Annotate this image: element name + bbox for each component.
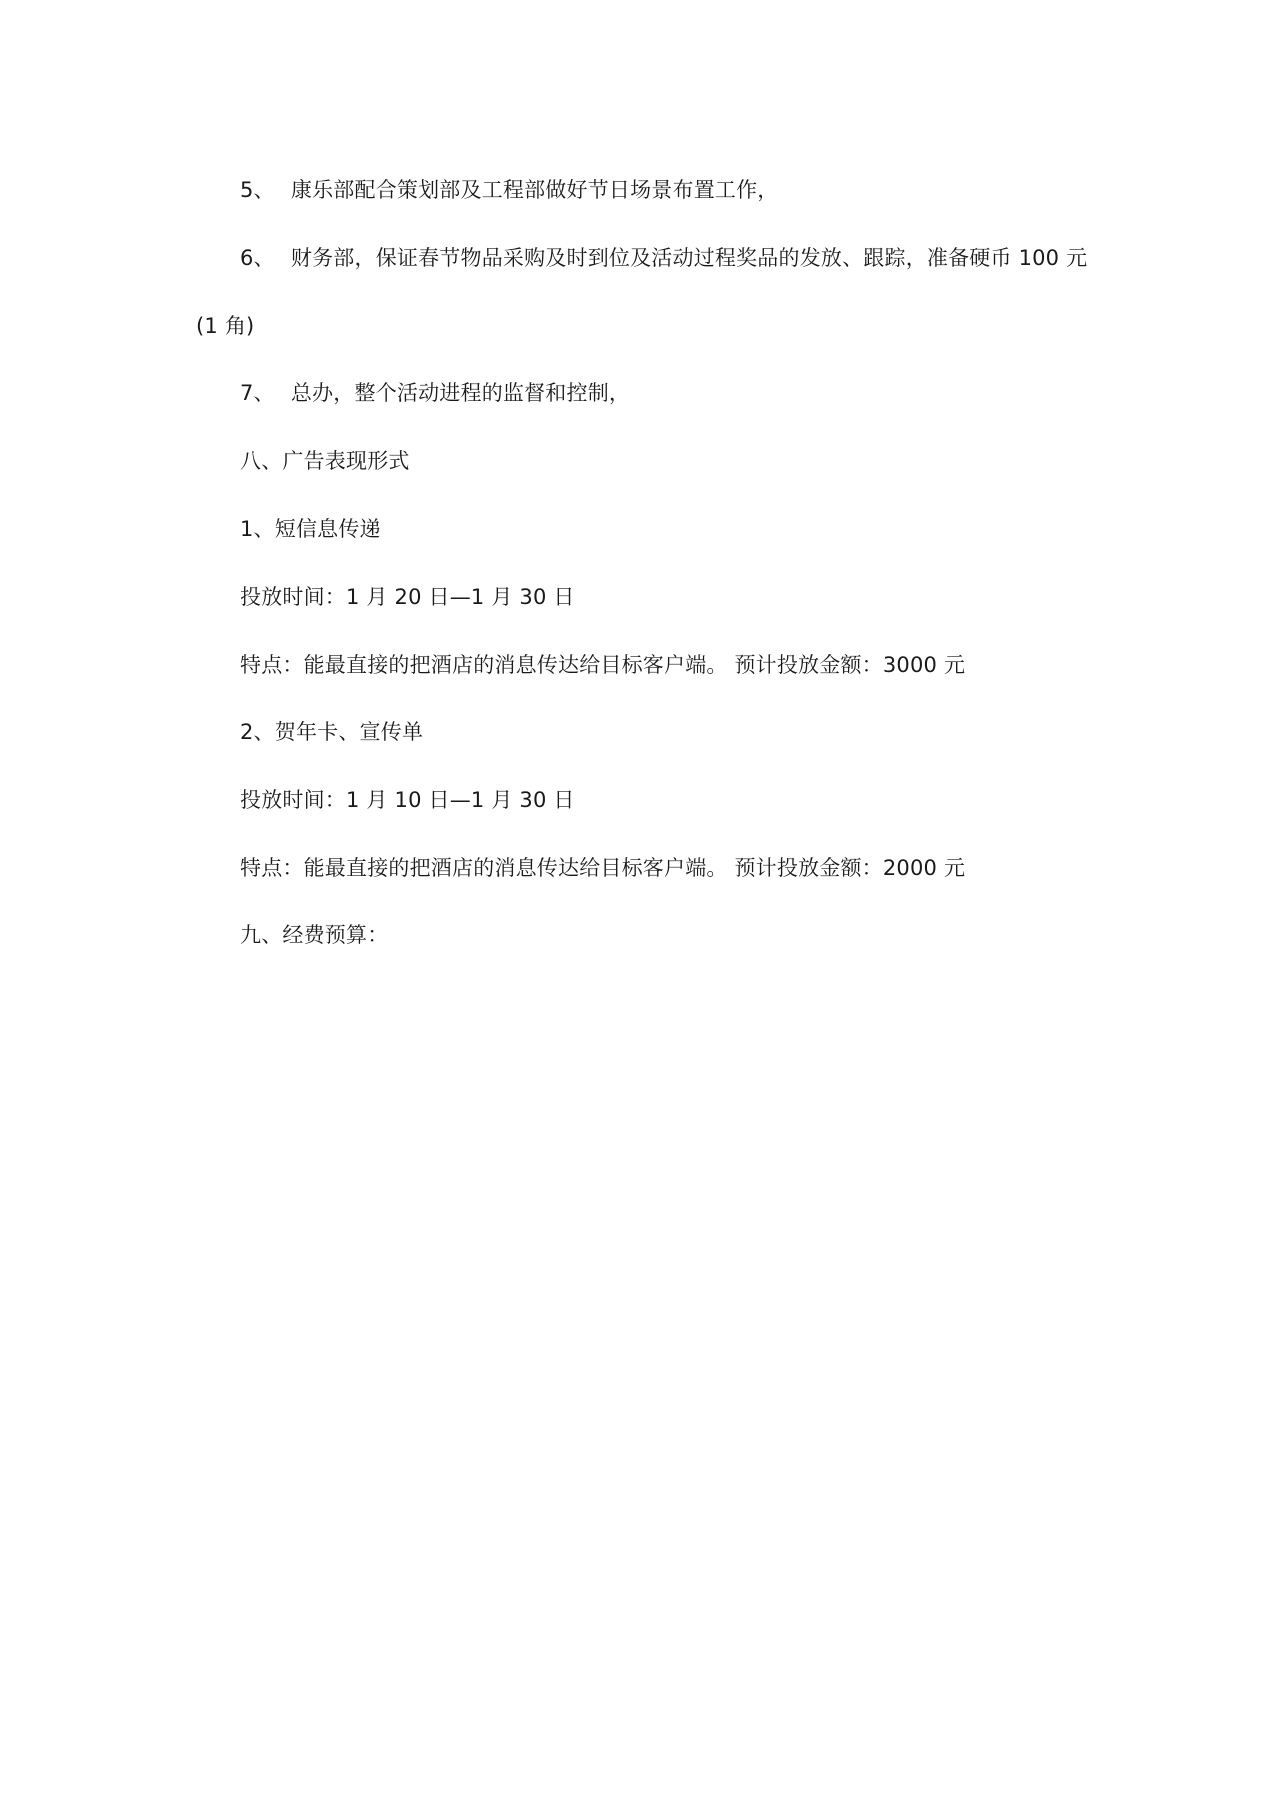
item-number: 7、 xyxy=(240,381,275,405)
item-text: (1 角) xyxy=(196,314,255,338)
list-item-6-continuation xyxy=(196,311,254,341)
item-text: 康乐部配合策划部及工程部做好节日场景布置工作， xyxy=(290,178,779,202)
section-heading-9: 九、经费预算： xyxy=(240,923,389,947)
feature-1: 特点：能最直接的把酒店的消息传达给目标客户端。 预计投放金额：3000 元 xyxy=(240,653,966,677)
item-number: 6、 xyxy=(240,246,275,270)
item-number: 5、 xyxy=(240,178,275,202)
list-item-6 xyxy=(240,243,1087,273)
list-item-5 xyxy=(240,175,779,205)
feature-2: 特点：能最直接的把酒店的消息传达给目标客户端。 预计投放金额：2000 元 xyxy=(240,856,966,880)
section-heading-8: 八、广告表现形式 xyxy=(240,449,410,473)
item-text: 总办，整个活动进程的监督和控制， xyxy=(290,381,631,405)
placement-time-2: 投放时间：1 月 10 日—1 月 30 日 xyxy=(240,788,575,812)
list-item-7 xyxy=(240,378,630,408)
subsection-title-1: 1、短信息传递 xyxy=(240,517,381,541)
placement-time-1: 投放时间：1 月 20 日—1 月 30 日 xyxy=(240,585,575,609)
subsection-title-2: 2、贺年卡、宣传单 xyxy=(240,720,424,744)
item-text: 财务部，保证春节物品采购及时到位及活动过程奖品的发放、跟踪，准备硬币 100 元 xyxy=(290,246,1088,270)
